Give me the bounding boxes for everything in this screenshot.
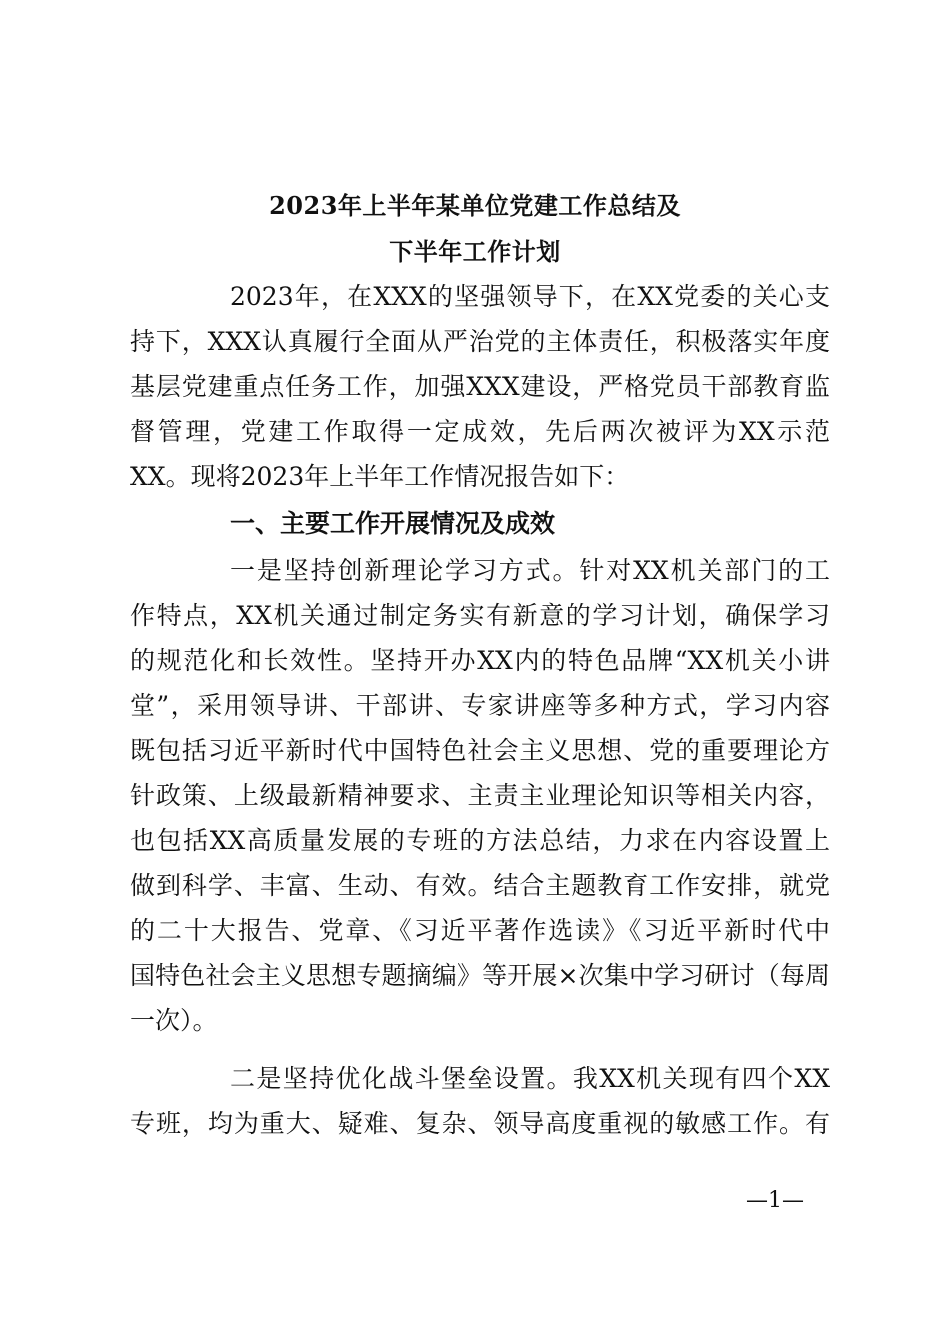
paragraph-line: 做到科学、丰富、生动、有效。结合主题教育工作安排，就党 <box>130 871 830 900</box>
paragraph-line: 堂”，采用领导讲、干部讲、专家讲座等多种方式，学习内容 <box>130 691 830 720</box>
paragraph-line: 也包括XX高质量发展的专班的方法总结，力求在内容设置上 <box>130 826 830 855</box>
intro-line: 督管理，党建工作取得一定成效，先后两次被评为XX示范 <box>130 417 830 446</box>
page-number: —1— <box>746 1188 804 1213</box>
document-title-line-1: 2023年上半年某单位党建工作总结及 <box>269 191 681 220</box>
intro-line: 持下，XXX认真履行全面从严治党的主体责任，积极落实年度 <box>130 327 830 356</box>
intro-line: XX。现将2023年上半年工作情况报告如下： <box>130 462 630 491</box>
paragraph-line: 的二十大报告、党章、《习近平著作选读》《习近平新时代中 <box>130 916 830 945</box>
paragraph-line: 二是坚持优化战斗堡垒设置。我XX机关现有四个XX <box>230 1064 830 1093</box>
paragraph-line: 既包括习近平新时代中国特色社会主义思想、党的重要理论方 <box>130 736 830 765</box>
paragraph-line: 国特色社会主义思想专题摘编》等开展×次集中学习研讨（每周 <box>130 961 830 990</box>
paragraph-line: 的规范化和长效性。坚持开办XX内的特色品牌“XX机关小讲 <box>130 646 830 675</box>
paragraph-line: 专班，均为重大、疑难、复杂、领导高度重视的敏感工作。有 <box>130 1109 830 1138</box>
paragraph-line: 作特点，XX机关通过制定务实有新意的学习计划，确保学习 <box>130 601 830 630</box>
paragraph-line: 针政策、上级最新精神要求、主责主业理论知识等相关内容， <box>130 781 830 810</box>
section-heading: 一、主要工作开展情况及成效 <box>230 509 556 538</box>
intro-line: 2023年，在XXX的坚强领导下，在XX党委的关心支 <box>230 282 830 311</box>
document-title-line-2: 下半年工作计划 <box>389 237 561 266</box>
paragraph-line: 一次）。 <box>130 1006 218 1035</box>
paragraph-line: 一是坚持创新理论学习方式。针对XX机关部门的工 <box>230 556 830 585</box>
intro-line: 基层党建重点任务工作，加强XXX建设，严格党员干部教育监 <box>130 372 830 401</box>
